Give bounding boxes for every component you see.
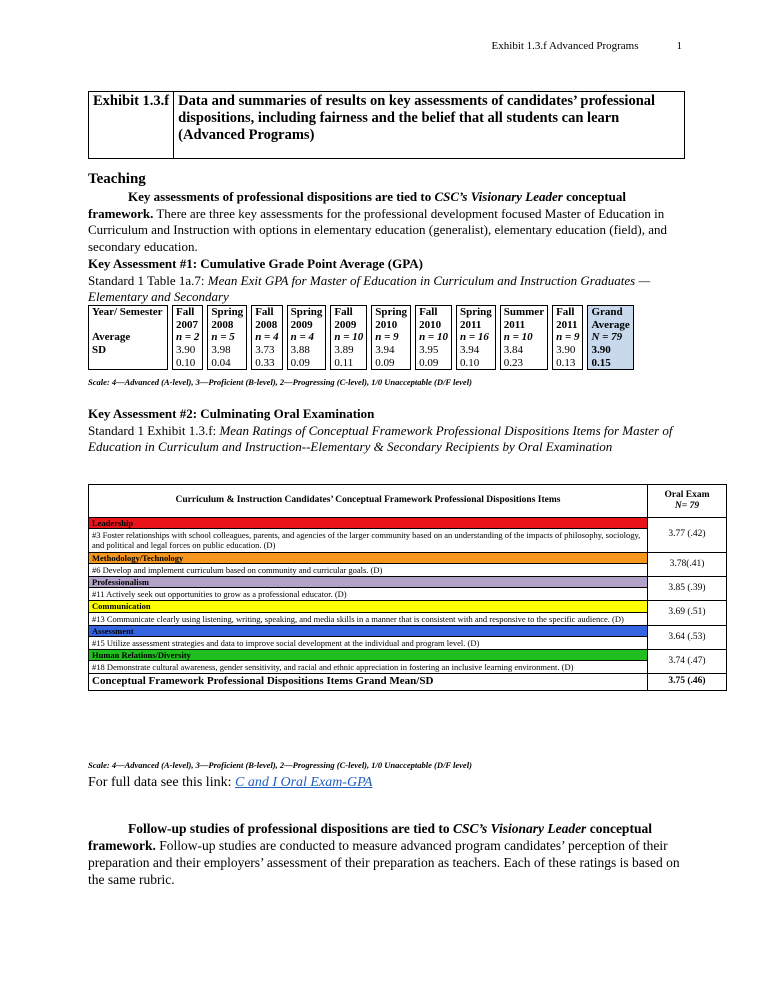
gpa-table [88,305,634,370]
gpa-col: Fall 2007 n = 2 3.90 0.10 [173,306,203,370]
gpa-scale-note: Scale: 4—Advanced (A-level), 3—Proficient (B-level), 2—Progressing (C-level), 1/0 Unacceptable (D/F level) [88,377,472,387]
gpa-col: Fall 2008 n = 4 3.73 0.33 [252,306,282,370]
gpa-col: Spring 2009 n = 4 3.88 0.09 [287,306,326,370]
followup-body: Follow-up studies are conducted to measure advanced program candidates’ perception of their preparation and their employers’ assessment of their preparation as teachers. Each of these ratings is based on the same rubric. [88,838,680,888]
ka1-heading: Key Assessment #1: Cumulative Grade Point Average (GPA) [88,256,423,271]
gpa-col: Fall 2009 n = 10 3.89 0.11 [331,306,367,370]
item-text: #13 Communicate clearly using listening, writing, speaking, and media skills in a manner that is consistent with and responsive to the specific audience. (D) [89,612,648,625]
teaching-paragraph [88,189,688,255]
ka2-caption: Standard 1 Exhibit 1.3.f: Mean Ratings of Conceptual Framework Professional Dispositions Items for Master of Education in Curriculum and Instruction--Elementary & Secondary Recipients by Oral Examination [88,422,673,454]
item-text: #3 Foster relationships with school colleagues, parents, and agencies of the larger community based on an understanding of the impacts of philosophy, sociology, and political and legal forces on public education. (D) [89,529,648,552]
teaching-section [88,170,688,255]
page-header [492,40,682,52]
category-methodology-technology: Methodology/Technology [89,552,648,563]
header-title: Exhibit 1.3.f Advanced Programs [491,40,639,52]
oral-exam-column-header: Curriculum & Instruction Candidates’ Conceptual Framework Professional Dispositions Items [89,485,648,518]
item-value: 3.64 (.53) [648,625,727,649]
gpa-col: Spring 2011 n = 16 3.94 0.10 [456,306,495,370]
grand-mean-value: 3.75 (.46) [648,674,727,690]
ka2-section [88,406,688,456]
teaching-lead: Key assessments of professional dispositions are tied to CSC’s Visionary Leader conceptual framework. [88,189,627,221]
exhibit-title: Data and summaries of results on key assessments of candidates’ professional dispositions, including fairness and the belief that all students can learn (Advanced Programs) [174,92,685,159]
category-human-relations-diversity: Human Relations/Diversity [89,650,648,661]
followup-paragraph [88,820,698,889]
item-value: 3.77 (.42) [648,518,727,553]
item-text: #11 Actively seek out opportunities to grow as a professional educator. (D) [89,588,648,601]
gpa-grand-average: Grand Average N = 79 3.90 0.15 [588,306,633,370]
exhibit-title-box [88,91,685,159]
oral-exam-table [88,484,727,691]
page-number: 1 [676,40,682,52]
gpa-col: Spring 2008 n = 5 3.98 0.04 [208,306,247,370]
teaching-body: There are three key assessments for the professional development focused Master of Education in Curriculum and Instruction with options in elementary education (generalist), elementary education (field), and secondary education. [88,205,668,254]
item-value: 3.78(.41) [648,552,727,576]
full-data-link[interactable]: C and I Oral Exam-GPA [234,775,373,790]
oral-exam-scale-note: Scale: 4—Advanced (A-level), 3—Proficient (B-level), 2—Progressing (C-level), 1/0 Unacceptable (D/F level) [88,760,472,770]
ka2-heading: Key Assessment #2: Culminating Oral Examination [88,406,375,421]
teaching-heading: Teaching [88,171,146,187]
category-communication: Communication [89,601,648,612]
exhibit-label: Exhibit 1.3.f [89,92,174,159]
category-assessment: Assessment [89,625,648,636]
gpa-row-label-year: Year/ Semester Average SD [89,306,168,370]
item-value: 3.85 (.39) [648,576,727,600]
followup-lead: Follow-up studies of professional dispositions are tied to CSC’s Visionary Leader conceptual framework. [88,821,652,854]
category-professionalism: Professionalism [89,576,648,587]
item-text: #18 Demonstrate cultural awareness, gender sensitivity, and racial and ethnic appreciation in fostering an inclusive learning environment. (D) [89,661,648,674]
gpa-col: Spring 2010 n = 9 3.94 0.09 [372,306,411,370]
category-leadership: Leadership [89,518,648,529]
gpa-col: Summer 2011 n = 10 3.84 0.23 [500,306,547,370]
oral-exam-value-header: Oral Exam N= 79 [648,485,727,518]
item-value: 3.74 (.47) [648,650,727,674]
item-value: 3.69 (.51) [648,601,727,625]
item-text: #15 Utilize assessment strategies and data to improve social development at the individual and program level. (D) [89,636,648,649]
grand-mean-label: Conceptual Framework Professional Dispositions Items Grand Mean/SD [89,674,648,690]
ka1-caption: Standard 1 Table 1a.7: Mean Exit GPA for Master of Education in Curriculum and Instruction Graduates —Elementary and Secondary [88,272,651,304]
gpa-col: Fall 2011 n = 9 3.90 0.13 [553,306,583,370]
full-data-lead: For full data see this link: [88,775,235,790]
full-data-line [88,774,688,792]
item-text: #6 Develop and implement curriculum based on community and curricular goals. (D) [89,563,648,576]
gpa-col: Fall 2010 n = 10 3.95 0.09 [416,306,452,370]
ka1-section [88,256,688,306]
